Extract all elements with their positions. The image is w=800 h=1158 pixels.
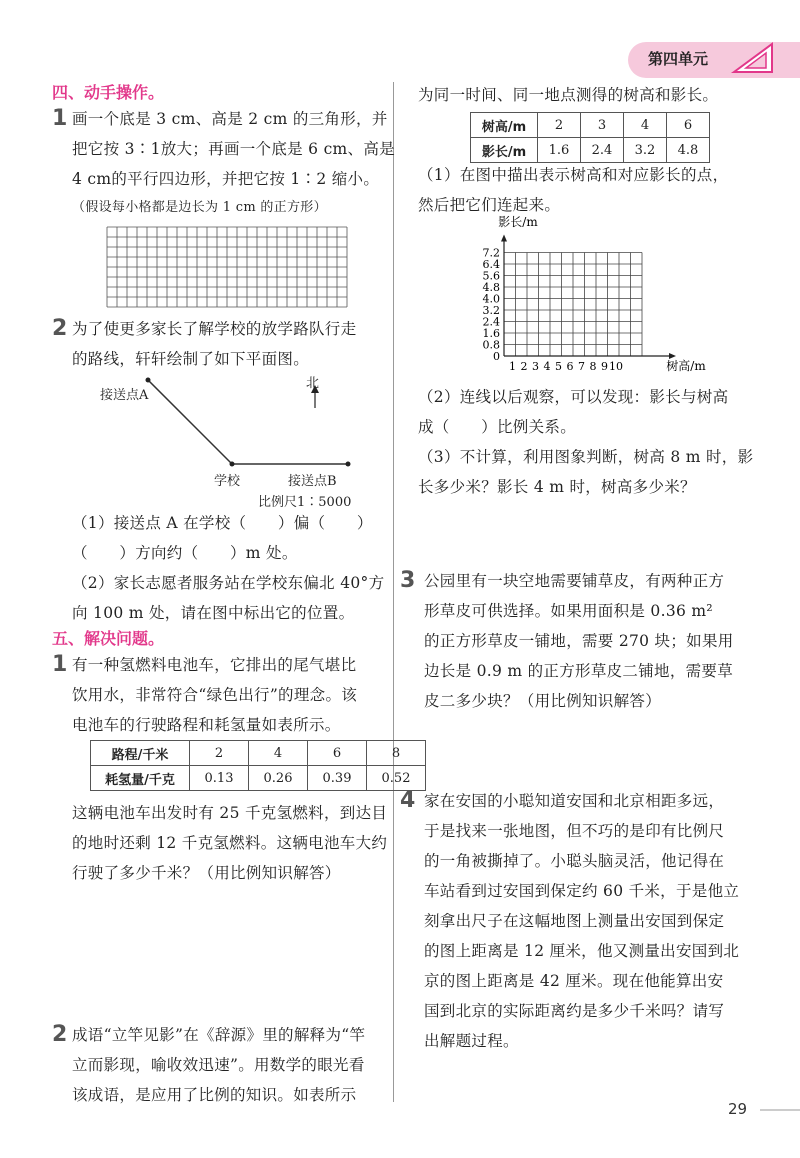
tree-table — [470, 112, 710, 163]
y-tick-label: 4.0 — [482, 292, 500, 306]
table-header-cell: 影长/m — [471, 138, 538, 163]
text-line: 的正方形草皮一铺地，需要 270 块；如果用 — [424, 632, 734, 650]
map-north-label: 北 — [306, 376, 320, 391]
x-tick-label: 2 — [520, 360, 528, 373]
table-cell: 8 — [367, 741, 426, 766]
text-line: 把它按 3∶1放大；再画一个底是 6 cm、高是 — [72, 140, 395, 158]
text-line: 家在安国的小聪知道安国和北京相距多远， — [424, 792, 725, 810]
text-line: 车站看到过安国到保定约 60 千米，于是他立 — [424, 882, 740, 900]
x-tick-label: 8 — [589, 360, 597, 373]
text-line: 饮用水，非常符合“绿色出行”的理念。该 — [72, 686, 358, 704]
text-line: 向 100 m 处，请在图中标出它的位置。 — [72, 604, 355, 622]
question-number: 2 — [52, 1022, 68, 1047]
text-line: 边长是 0.9 m 的正方形草皮二铺地，需要草 — [424, 662, 734, 680]
x-tick-label: 9 — [601, 360, 608, 373]
text-line: 成（ ）比例关系。 — [418, 418, 577, 436]
x-tick-label: 7 — [578, 360, 585, 373]
map-point-b: 接送点B — [288, 474, 337, 489]
page-line — [760, 1109, 800, 1111]
y-tick-label: 0.8 — [482, 338, 500, 352]
map-point-a: 接送点A — [100, 388, 149, 403]
text-line: （ ）方向约（ ）m 处。 — [72, 544, 298, 562]
y-tick-label: 1.6 — [482, 327, 500, 340]
text-line: 国到北京的实际距离约是多少千米吗？请写 — [424, 1002, 725, 1020]
table-cell: 6 — [308, 741, 367, 766]
tree-shadow-chart[interactable] — [470, 214, 706, 382]
y-axis-label: 影长/m — [498, 215, 538, 229]
text-line: 成语“立竿见影”在《辞源》里的解释为“竿 — [72, 1026, 366, 1044]
p1-question — [72, 798, 387, 888]
text-line: 行驶了多少千米？（用比例知识解答） — [72, 864, 341, 882]
text-line: 4 cm的平行四边形，并把它按 1∶2 缩小。 — [72, 170, 380, 188]
text-line: （2）连线以后观察，可以发现：影长与树高 — [418, 388, 729, 406]
x-tick-label: 6 — [566, 360, 574, 373]
table-cell: 2.4 — [581, 138, 624, 163]
text-line: （1）接送点 A 在学校（ ）偏（ ） — [72, 514, 373, 532]
table-cell: 4 — [624, 113, 667, 138]
q2-subquestions — [72, 508, 384, 628]
origin-label: 0 — [493, 350, 500, 363]
question-number: 1 — [52, 106, 68, 131]
x-tick-label: 10 — [609, 360, 623, 373]
table-cell: 4.8 — [667, 138, 710, 163]
table-cell: 6 — [667, 113, 710, 138]
x-tick-label: 4 — [543, 360, 551, 373]
text-line: 于是找来一张地图，但不巧的是印有比例尺 — [424, 822, 725, 840]
table-cell: 0.13 — [190, 766, 249, 791]
q2-text — [72, 314, 356, 374]
text-line: 该成语，是应用了比例的知识。如表所示 — [72, 1086, 357, 1104]
p2-text — [72, 1020, 365, 1110]
y-tick-label: 4.8 — [482, 281, 500, 294]
question-number: 2 — [52, 316, 68, 341]
text-line: （2）家长志愿者服务站在学校东偏北 40°方 — [72, 574, 385, 592]
map-school: 学校 — [214, 474, 241, 489]
text-line: 的图上距离是 12 厘米，他又测量出安国到北 — [424, 942, 740, 960]
text-line: （3）不计算，利用图象判断，树高 8 m 时，影 — [418, 448, 754, 466]
text-line: 电池车的行驶路程和耗氢量如表所示。 — [72, 716, 341, 734]
table-header-cell: 路程/千米 — [91, 741, 190, 766]
question-number: 3 — [400, 568, 416, 593]
text-line: （假设每小格都是边长为 1 cm 的正方形） — [72, 200, 327, 215]
p3-text — [424, 566, 734, 716]
table-row — [91, 766, 426, 791]
question-number: 4 — [400, 788, 416, 813]
table-cell: 3 — [581, 113, 624, 138]
text-line: 刻拿出尺子在这幅地图上测量出安国到保定 — [424, 912, 725, 930]
y-tick-label: 2.4 — [482, 315, 500, 329]
map-scale: 比例尺1∶5000 — [258, 495, 352, 510]
drawing-grid[interactable] — [106, 226, 350, 308]
table-cell: 2 — [538, 113, 581, 138]
y-tick-label: 6.4 — [482, 258, 500, 271]
q1-text — [72, 104, 395, 222]
text-line: 立而影现，喻收效迅速”。用数学的眼光看 — [72, 1056, 365, 1074]
text-line: 的地时还剩 12 千克氢燃料。这辆电池车大约 — [72, 834, 388, 852]
table-cell: 0.26 — [249, 766, 308, 791]
table-cell: 1.6 — [538, 138, 581, 163]
table-cell: 4 — [249, 741, 308, 766]
text-line: 然后把它们连起来。 — [418, 196, 561, 214]
p4-text — [424, 786, 739, 1056]
p1-text — [72, 650, 357, 740]
table-header-cell: 树高/m — [471, 113, 538, 138]
text-line: （1）在图中描出表示树高和对应影长的点， — [418, 166, 729, 184]
p2-continuation: 为同一时间、同一地点测得的树高和影长。 — [418, 86, 719, 104]
text-line: 这辆电池车出发时有 25 千克氢燃料，到达目 — [72, 804, 388, 822]
x-tick-label: 1 — [509, 360, 516, 373]
table-row — [91, 741, 426, 766]
section5-title: 五、解决问题。 — [52, 629, 165, 648]
x-tick-label: 3 — [532, 360, 539, 373]
text-line: 形草皮可供选择。如果用面积是 0.36 m² — [424, 602, 713, 620]
text-line: 画一个底是 3 cm、高是 2 cm 的三角形，并 — [72, 110, 388, 128]
s1-text — [418, 160, 728, 220]
question-number: 1 — [52, 652, 68, 677]
x-axis-label: 树高/m — [666, 359, 706, 373]
text-line: 为了使更多家长了解学校的放学路队行走 — [72, 320, 357, 338]
table-row — [471, 138, 710, 163]
column-divider — [393, 82, 394, 1102]
table-row — [471, 113, 710, 138]
x-tick-label: 5 — [555, 360, 562, 373]
text-line: 皮二多少块？（用比例知识解答） — [424, 692, 662, 710]
ruler-triangle-icon — [728, 40, 778, 76]
text-line: 京的图上距离是 42 厘米。现在他能算出安 — [424, 972, 724, 990]
text-line: 有一种氢燃料电池车，它排出的尾气堪比 — [72, 656, 357, 674]
table-cell: 0.52 — [367, 766, 426, 791]
section4-title: 四、动手操作。 — [52, 83, 165, 102]
s2-s3-text — [418, 382, 753, 502]
unit-label: 第四单元 — [648, 50, 709, 68]
y-tick-label: 3.2 — [482, 304, 500, 317]
y-tick-label: 7.2 — [482, 246, 500, 260]
y-tick-label: 5.6 — [482, 269, 500, 283]
text-line: 的一角被撕掉了。小聪头脑灵活，他记得在 — [424, 852, 725, 870]
text-line: 长多少米？影长 4 m 时，树高多少米？ — [418, 478, 696, 496]
table-cell: 3.2 — [624, 138, 667, 163]
page-number: 29 — [728, 1100, 748, 1118]
table-cell: 2 — [190, 741, 249, 766]
text-line: 公园里有一块空地需要铺草皮，有两种正方 — [424, 572, 725, 590]
text-line: 的路线，轩轩绘制了如下平面图。 — [72, 350, 310, 368]
hydrogen-table — [90, 740, 426, 791]
text-line: 出解题过程。 — [424, 1032, 519, 1050]
table-cell: 0.39 — [308, 766, 367, 791]
table-header-cell: 耗氢量/千克 — [91, 766, 190, 791]
